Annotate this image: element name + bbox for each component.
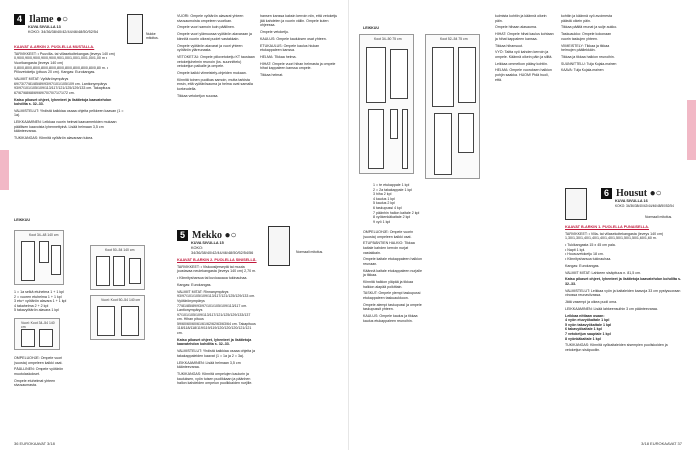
design6-text — [565, 225, 685, 355]
pattern-piece — [434, 113, 452, 175]
cutting-item: 8 vyönkäkaitale 1 kpl — [565, 336, 601, 341]
right-page — [348, 0, 696, 450]
credit-text: KAAVA: Tuija Kujala-mainen — [561, 68, 604, 73]
zipper-text-3: Kiinnitä toinen puolikas samoin, mutta tarkista ensin, että vyötärösauma ja helma ovat samalla korkeudella. — [177, 77, 253, 91]
instructions-note: Katso pikaset ohjeet, lyhenteet ja lisätietoja kaavatehdon kohdilta s. 32–33. — [565, 277, 682, 286]
materials-text: • Kiinnitysharsoa tai kuvioaoaoa tukinauhaa. — [177, 276, 248, 281]
layout-f-label: Koot 52–54 75 cm — [440, 37, 468, 41]
measurements-text: VALMIIT MITAT: Vyötärönympärys 69/73/77/81/85/89/93/97/101/105/109 cm. Lantionympärys 93/97/101/105/109/113/117/121/125/129/133 cm. Takapituus 67/67/68/68/69/69/70/70/71/71/72 cm. — [14, 76, 111, 95]
pattern-piece — [96, 256, 110, 286]
sewing-text: Käännä kaitale etukappaleen nurjalle ja tikkaa. — [363, 268, 422, 278]
materials-text: • Kiinnitysharsoa tukinauhaa. — [565, 256, 612, 261]
design6-header — [601, 188, 677, 209]
pattern-piece — [113, 256, 125, 286]
cutting-layout-a — [14, 230, 64, 285]
pattern-piece — [39, 241, 49, 263]
design4-header — [14, 14, 124, 35]
credit-text: SUUNNITTELU: Tuija Kujala-mainen — [561, 61, 617, 66]
design-title: Mekko ●○ — [192, 230, 237, 241]
sewing-text: OMPELUOHJE: Ompele vuori (suosta) ompeleen kaikki osat. — [14, 356, 63, 365]
cutting-text: LEIKKAAMINEN: Lisää helmaan 3,5 cm käänteevaraa. — [177, 360, 241, 370]
right-col-2 — [495, 14, 555, 84]
sewing-text: Tikkaa päältä reunat ja sulje aukko. — [561, 25, 618, 30]
design-model: KUVA SIVULLA 13 — [28, 25, 61, 29]
sewing-text: VYÖ: Taitta vyö kahden kerroin ja ompele. Käännä oikein päin ja silitä. — [495, 50, 553, 59]
legend-item: 5 takavyötärön alavara 1 kpl — [14, 308, 59, 313]
sewing-text: Kiinnitä halkion yläpää ja tikkaa halkion alapää poikittain. — [363, 280, 413, 289]
sewing-col-a — [14, 356, 74, 390]
sewing-text: Leikkaa ommelkon pääsy kohtiin. — [495, 61, 548, 66]
legend-item: 4 takahelma 2 + 2 kpl — [14, 303, 49, 308]
pattern-piece — [21, 329, 35, 347]
right-col-3 — [561, 14, 619, 74]
materials-text: • Housuvetoketju 18 cm. — [565, 252, 604, 257]
section-tab — [0, 150, 9, 332]
pattern-piece — [458, 47, 476, 103]
lining-text: VUORI: Ompele vyötärön alavarat yhteen sivusaumoista ompeleen vuorikan. — [177, 14, 244, 23]
pattern-link[interactable]: KAAVAT B-ARKIN 2. PUOLELLA SINISELLÄ. — [177, 258, 257, 262]
design-number-badge: 4 — [14, 14, 25, 25]
preparation-text: VALMISTELUT: Yhdistä kaikkiaa osaaa ohjeita pelkkeen kaavan (1 = 1a). — [14, 108, 124, 118]
fabric-text: Kangas: Eurokangas. — [177, 282, 212, 287]
trousers-sketch — [565, 188, 587, 220]
preparation-text: VALMISTELUT: Leikkaa vyön ja kaitaleiden kaavoja 33 cm pystysuoraan vinossa reunaviivassa. — [565, 288, 681, 298]
legend-item: 8 vyökenkäkaitale 2 kpl — [373, 215, 411, 220]
design5-header — [177, 230, 257, 256]
cutting-item: 5 vyön takavyökaitale 1 kpl — [565, 322, 612, 327]
skirt-sketch — [127, 14, 143, 44]
materials-text: TARVIKKEET: • Viskoosijerseytä tai muuta joustavaa neulekangasta (leveys 140 cm) 2,70 m. — [177, 264, 257, 274]
cutting-item: 6 takavyökaitale 1 kpl — [565, 327, 602, 332]
cutting-layout-d — [90, 295, 145, 340]
design-size-code: KOKO: 34/36/38/40/42/44/46/48/50/52/54/56 — [191, 246, 254, 255]
instructions-note: Katso pikaset ohjeet, lyhenteet ja lisätietoja kaavatehdon kohdilta s. 32–33. — [177, 337, 252, 347]
section-tab-right — [687, 100, 696, 160]
design-size-code: KOKO: 34/36/38/40/42/44/46/48/50/52/54 — [28, 30, 99, 34]
design-title: Ilame ●○ — [29, 14, 69, 25]
cutting-layout-c — [14, 318, 60, 350]
design-model: KUVA SIVULLA 15 — [191, 241, 224, 245]
pattern-link[interactable]: KAAVAT A-ARKIN 2. PUOLELLA MUSTALLA. — [14, 45, 95, 49]
right-col-1 — [363, 230, 423, 326]
design5-text — [177, 258, 257, 388]
sewing-text: HIHAT: Ompele hihat kaulus kohtaan ja hihat kappaleen kanssa. — [495, 32, 554, 41]
cutting-item: 4 vyön etuvyökaitale 1 kpl — [565, 318, 610, 323]
col2-text — [177, 14, 255, 100]
fit-caption: Normaali mitoitus. — [296, 250, 324, 254]
col3-p3: KAULUS: Ompele kauluksen osat yhteen. — [260, 36, 327, 41]
dress-sketch — [268, 226, 290, 266]
measurements-text: VALMIIT MITAT: Lahkeen sisäpituus n. 81,5 cm. — [565, 270, 642, 275]
design-number-badge: 6 — [601, 188, 612, 199]
legend-item: 9 vyö 1 kpl — [373, 219, 391, 224]
lining-text-4: Ompele vyötärön alavarat ja vuori yhteen vyötärön yläreunasta. — [177, 43, 243, 53]
interfacing-text: TUKIKANGAS: Kiinnitä vyökaitaleiden sisempien puoliskoiden ja vetoketjun sisäpuoliin. — [565, 343, 668, 352]
interfacing-text: TUKIKANGAS: Kiinnitä ompelujen kaulurin ja kauluksen, vyön tuisen puolikkaan ja päänhen hallon kahdelden ompelun puolikkaiden nurjille. — [177, 371, 253, 386]
lining-text-2: Ompele vuori samoin kuin päällinen. — [177, 25, 235, 30]
cutting-layout-e — [359, 34, 414, 174]
cutting-item: 7 vetoketjun sauptale 1 kpl — [565, 331, 611, 336]
pattern-piece — [51, 245, 61, 275]
pattern-piece — [97, 306, 115, 336]
layout-b-label: Koot 50–54 140 cm — [105, 248, 135, 252]
design-number-badge: 5 — [177, 230, 188, 241]
layout-e-label: Koot 34–50 75 cm — [374, 37, 402, 41]
legend-item: 2 = vuoren etuhelma 1 + 1 kpl — [14, 294, 62, 299]
legend-item: 4 kaulus 1 kpl — [373, 196, 395, 201]
legend-item: 5 kaulus 2 kpl — [373, 201, 395, 206]
sewing-text: kulmista kohtiin ja käännä oikein päin. — [495, 14, 547, 23]
interfacing-text: TUKIKANGAS: Kiinnitä vyötärön alavaraan tukea. — [14, 136, 94, 141]
col3-p1: hansen kanssa kaksin kerroin niin, että vetoketju jää kahdelen ja vuorin väliin. Ompele kuten ohjeessa. — [260, 14, 338, 28]
col3-p7: Tikkaa helmat. — [260, 73, 284, 78]
materials-text: TARVIKKEET: • Puuvilla- tai villasekoitekangas (leveys 140 cm) 0,90/0,90/0,90/0,90/0,90/0,90/1,00/1,00/1,00/1,00/1,00 m • Vuorikangasta (leveys 140 cm) 0,80/0,80/0,80/0,80/0,80/0,80/0,80/0,80/0,80/0,80/0,80 m. • Piilovetoketju (pituus 20 cm). Kangas: Eurokangas. — [14, 51, 115, 75]
sewing-text: TASKUT: Ompele ylempi taskupussi etukappaleen taskuaukkoon. — [363, 291, 421, 301]
zipper-text: VETOKETJU: Ompele piilovetoketju KT taustaan vetoketjuhelmin reunoin (ks. suunnittelu) vetoketjun paikalle ja ompele. — [177, 54, 255, 69]
legend-item: 7 päänhin hallon kaitale 2 kpl — [373, 210, 420, 215]
col3-p6: HIHAT: Ompele vuori hihan helmasta ja ompele hihat kappaleen kanssa ompele. — [260, 61, 336, 71]
col3-p2: Ompele vetoketju. — [260, 29, 289, 34]
sewing-text: OMPELUOHJE: Ompele vuorin (suosta) ompeleen kaikki osat. — [363, 230, 414, 239]
layout-c-label: Vuori: Koot 34–54 140 cm — [21, 321, 55, 329]
measurements-text: VALMIIT MITAT: Rinnanympärys 93/97/101/105/109/113/117/121/125/129/133 cm. Vyötärönympärys 77/81/85/89/93/97/101/105/109/113/117 cm. Lantionympärys 97/101/105/109/113/117/121/125/129/133/137 cm. Hihan pituus 59/60/60/60/61/61/62/62/63/63/64 cm. Takapituus 118/118/118/119/119/119/120/120/120/121/121 cm. — [177, 289, 256, 336]
sewing-text: Ompele etuhelmat yhteen sivusaumasta. — [14, 378, 56, 388]
section-tab-label: OHJEET — [1, 310, 6, 332]
cutting-text: LEIKKAAMINEN: Leikkaa vuorin helmat kaavamerkkien mukaan päällisen kaavoista lyhennettyinä. Lisää helmaan 3,5 cm käänteevaraa. — [14, 120, 117, 134]
legend-item: 2 = 2a takakappale 1 kpl — [373, 187, 413, 192]
legend-item: 6 taskupussi 4 kpl — [373, 205, 402, 210]
preparation-text: VALMISTELUT: Yhdistä kaikkiaa osaaa ohjeita ja takakappaleiden kaavat (1 = 1a ja 2 = 3a). — [177, 349, 255, 358]
preparation-text: Jätä vasempi ja oikea puoli oma. — [565, 300, 618, 305]
fabric-text: Kangas: Eurokangas. — [565, 263, 600, 268]
sewing-text: PÄÄLLINEN: Ompele vyötärön muotolaskokset. — [14, 367, 64, 376]
zipper-text-2: Ompele kaikki viimeistely-ohjeiden mukaan. — [177, 70, 247, 75]
sewing-text: Tikkaa ja tikkaa halkion reunoihin. — [561, 54, 615, 59]
fit-caption: Normaali mitoitus. — [645, 215, 673, 219]
cutting-legend-right — [373, 183, 463, 224]
sewing-text: Ompele kaitale etukappaleen halkion reunaan. — [363, 257, 422, 266]
cutting-header: LEIKKUU — [14, 218, 30, 222]
sewing-text: Tikkaa hihansuut. — [495, 43, 524, 48]
pattern-piece — [39, 329, 53, 347]
sewing-text: Ompele hihaan alasauma. — [495, 25, 537, 30]
legend-item: 3 etu+ vyötärön alavara 1 + 1 kpl — [14, 299, 67, 304]
cutting-layout-f — [425, 34, 480, 179]
col3-p5: HELMA: Tikkaa helma. — [260, 54, 297, 59]
pattern-piece — [390, 49, 408, 99]
layout-a-label: Koot 34–48 140 cm — [29, 233, 59, 237]
pattern-piece — [390, 109, 398, 139]
cutting-layout-b — [90, 245, 145, 290]
pattern-link[interactable]: KAAVAT B-ARKIN 1. PUOLELLA PUNAISELLA. — [565, 225, 650, 229]
design4-text — [14, 45, 124, 143]
legend-item: 1 = 1a selkä etuhelma 1 + 1 kpl — [14, 290, 64, 294]
instructions-note: Katso pikaset ohjeet, lyhenteet ja lisätietoja kaavatehdon kohdilta s. 32–33. — [14, 97, 112, 107]
page-footer: 3/18 EUROKAAVAT 37 — [641, 441, 682, 446]
sewing-text: HELMA: Ompele vuoruksen halkion pohjin saakka. HUOM! Pidä huoli, että. — [495, 68, 552, 82]
materials-text: • Napit 1 kpl. — [565, 247, 586, 252]
sewing-text: ETUPÄÄNTIEN HALKIO: Tikkaa kaitale kahden kerroin nurjat vastakkain. — [363, 241, 415, 255]
pattern-piece — [432, 47, 454, 107]
pattern-piece — [458, 113, 474, 153]
pattern-piece — [402, 109, 408, 169]
materials-text: • Tukikangasta 15 x 45 cm pala. — [565, 243, 616, 248]
page-footer: 36 EUROKAAVAT 3/18 — [14, 441, 55, 446]
pattern-piece — [121, 306, 139, 336]
sewing-text: Ompele alempi taskupussi ja ompele taskupussit yhteen. — [363, 302, 422, 312]
pattern-piece — [21, 241, 35, 281]
cutting-header: LEIKKUU — [363, 26, 379, 30]
cutting-legend — [14, 290, 84, 313]
cutting-text: Leikkaa nittiaan osaan: — [565, 313, 605, 318]
design-size-code: KOKO: 34/36/38/40/42/44/46/48/50/52/54 — [615, 204, 674, 208]
sewing-text: VIIMEISTELY: Tikkaa ja tikkaa helmojen päällekkäin. — [561, 43, 610, 53]
pattern-piece — [366, 47, 386, 103]
layout-d-label: Vuori: Koot 50–54 140 cm — [101, 298, 141, 302]
fit-caption: Nukke mitoitus. — [146, 32, 159, 41]
col3-text — [260, 14, 340, 80]
sewing-text: Taskuaukko: Ompele kokonaan vuorin taskujen yhteen. — [561, 32, 612, 41]
col3-p4: ETUKAULUS: Ompele kaulus hiukan etukappaleen kanssa. — [260, 43, 320, 53]
cutting-text: LEIKKAAMINEN: Lisää lahkeensuihin 3 cm päänteevaraa. — [565, 306, 658, 311]
pattern-piece — [129, 258, 141, 284]
zipper-text-4: Tikkaa vetoketjun suuosa. — [177, 93, 219, 98]
pattern-piece — [368, 109, 384, 169]
legend-item: 1 = te etukappale 1 kpl — [373, 183, 410, 187]
lining-text-3: Ompele vuori ylämuussa vyötärön alavaraan ja kiinnitä vuorin oikeat puolet vastakkain. — [177, 32, 252, 41]
materials-text: TARVIKKEET: • Villa- tai villasekoitekangasta (leveys 140 cm) 1,30/1,30/1,40/1,40/1,40/1,40/1,50/1,50/1,50/1,60/1,60 m. — [565, 231, 664, 241]
design-title: Housut ●○ — [616, 188, 662, 199]
legend-item: 3 hiha 2 kpl — [373, 192, 392, 197]
sewing-text: KAULUS: Ompele kaulus ja tikkaa kaulus etukappaleen reunoihin. — [363, 314, 418, 323]
sewing-text: kohtiin ja käännä vyö avoimesta päästä oikein päin. — [561, 14, 612, 23]
design-model: KUVA SIVULLA 16 — [615, 199, 648, 203]
